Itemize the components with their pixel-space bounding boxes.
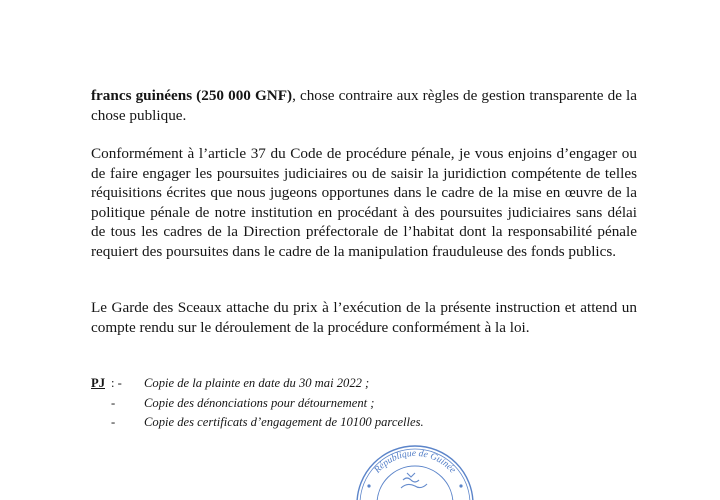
amount-remark: , chose contraire aux règles de gestion transparente de la chose publique. [91, 87, 637, 124]
attachments-list [91, 374, 424, 433]
paragraph-closing: Le Garde des Sceaux attache du prix à l’exécution de la présente instruction et attend un compte rendu sur le déroulement de la procédure conformément à la loi. [91, 299, 637, 336]
attachment-text: Copie des dénonciations pour détournement ; [144, 395, 375, 410]
attachment-item [91, 413, 424, 433]
paragraph-amount [91, 86, 637, 125]
attachment-text: Copie de la plainte en date du 30 mai 2022 ; [144, 376, 370, 390]
paragraph-instruction: Conformément à l’article 37 du Code de procédure pénale, je vous enjoins d’engager ou de faire engager les poursuites judiciaires ou de saisir la juridiction compétente de telles réquisitions écrites que nous jugeons opportunes dans le cadre de la mise en œuvre de la politique pénale de notre institution en procédant à des poursuites judiciaires sans délai de tous les cadres de la Direction préfectorale de l’habitat dont la responsabilité pénale requiert des poursuites dans le cadre de la manipulation frauduleuse des fonds publics. [91, 145, 637, 260]
attachments-label: PJ [91, 376, 105, 390]
attachment-bullet: - [111, 415, 116, 429]
attachment-bullet: - [111, 395, 116, 410]
attachments-separator: : - [111, 376, 122, 390]
seal-text: République de Guinée [372, 448, 458, 476]
attachment-item [91, 374, 424, 394]
attachment-item [91, 394, 424, 414]
attachment-text: Copie des certificats d’engagement de 10100 parcelles. [144, 415, 424, 429]
official-seal-stamp [345, 440, 485, 500]
amount-text: francs guinéens (250 000 GNF) [91, 87, 293, 104]
svg-text:République de Guinée [372, 449, 457, 476]
